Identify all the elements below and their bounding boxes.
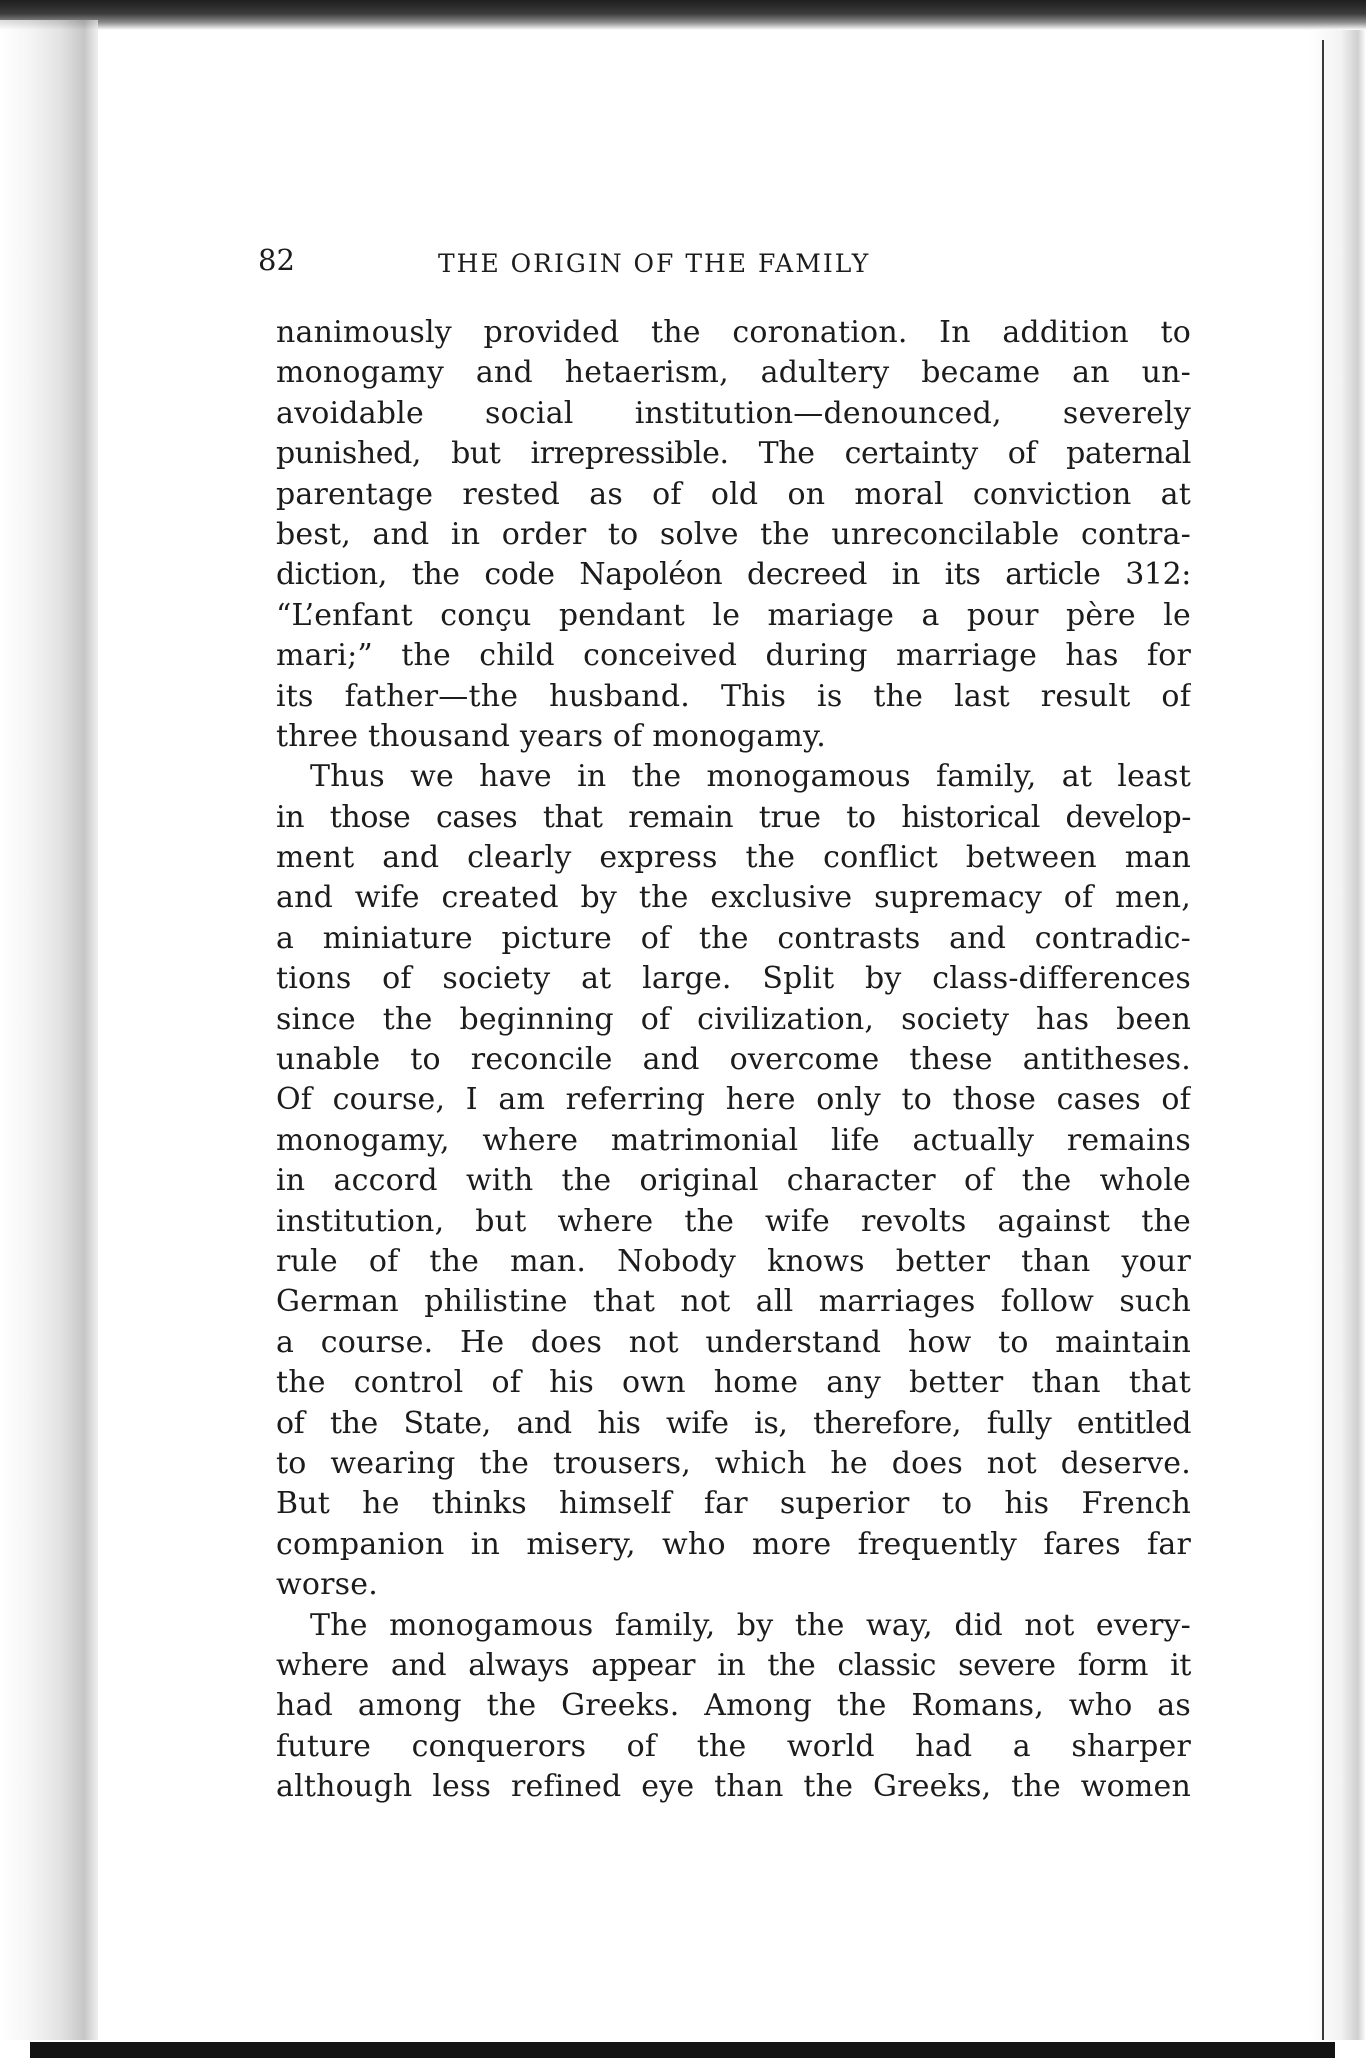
text-line: future conquerors of the world had a sharper	[276, 1728, 1191, 1764]
text-line: mari;” the child conceived during marriage has for	[276, 638, 1191, 674]
text-line: “L’enfant conçu pendant le mariage a pour père le	[276, 597, 1191, 633]
text-line: rule of the man. Nobody knows better than your	[276, 1243, 1191, 1279]
text-line: to wearing the trousers, which he does not deserve.	[276, 1445, 1191, 1481]
text-line: tions of society at large. Split by class-differences	[276, 961, 1191, 997]
text-line: best, and in order to solve the unreconcilable contra-	[276, 516, 1191, 552]
text-line: parentage rested as of old on moral conviction at	[276, 476, 1191, 512]
text-line: punished, but irrepressible. The certainty of paternal	[276, 436, 1191, 472]
text-line: a miniature picture of the contrasts and contradic-	[276, 920, 1191, 956]
page-left-gutter-shadow	[0, 20, 98, 2040]
text-line: although less refined eye than the Greeks, the women	[276, 1769, 1191, 1805]
page-bottom-border	[30, 2042, 1335, 2058]
text-line: institution, but where the wife revolts against the	[276, 1203, 1191, 1239]
text-line: But he thinks himself far superior to his French	[276, 1486, 1191, 1522]
text-line: in accord with the original character of the whole	[276, 1163, 1191, 1199]
text-line: monogamy, where matrimonial life actually remains	[276, 1122, 1191, 1158]
text-line: companion in misery, who more frequently fares far	[276, 1526, 1191, 1562]
paragraph-end-line: worse.	[276, 1567, 378, 1603]
text-line: a course. He does not understand how to maintain	[276, 1324, 1191, 1360]
running-title: THE ORIGIN OF THE FAMILY	[438, 249, 871, 278]
text-line: Of course, I am referring here only to those cases of	[276, 1082, 1191, 1118]
text-line: had among the Greeks. Among the Romans, who as	[276, 1688, 1191, 1724]
text-line: ment and clearly express the conflict between man	[276, 840, 1191, 876]
page-right-border	[1322, 40, 1324, 2040]
page-top-shadow	[0, 0, 1366, 30]
text-line: its father—the husband. This is the last result of	[276, 678, 1191, 714]
text-line: in those cases that remain true to historical develop-	[276, 799, 1191, 835]
text-line: unable to reconcile and overcome these antitheses.	[276, 1042, 1191, 1078]
text-line: and wife created by the exclusive supremacy of men,	[276, 880, 1191, 916]
paragraph-start-line: The monogamous family, by the way, did not every-	[310, 1607, 1191, 1643]
text-line: diction, the code Napoléon decreed in its article 312:	[276, 557, 1191, 593]
body-text	[276, 313, 1191, 1807]
text-line: the control of his own home any better than that	[276, 1365, 1191, 1401]
paragraph-start-line: Thus we have in the monogamous family, at least	[310, 759, 1191, 795]
text-line: German philistine that not all marriages follow such	[276, 1284, 1191, 1320]
text-line: nanimously provided the coronation. In addition to	[276, 315, 1191, 350]
running-head	[258, 243, 1098, 283]
text-line: monogamy and hetaerism, adultery became an un-	[276, 355, 1191, 391]
paragraph-end-line: three thousand years of monogamy.	[276, 718, 826, 754]
page-number: 82	[258, 243, 295, 277]
page-right-edge-shadow	[1310, 30, 1366, 2040]
text-line: avoidable social institution—denounced, severely	[276, 395, 1191, 431]
text-line: since the beginning of civilization, society has been	[276, 1001, 1191, 1037]
text-line: of the State, and his wife is, therefore, fully entitled	[276, 1405, 1191, 1441]
text-line: where and always appear in the classic severe form it	[276, 1647, 1191, 1683]
